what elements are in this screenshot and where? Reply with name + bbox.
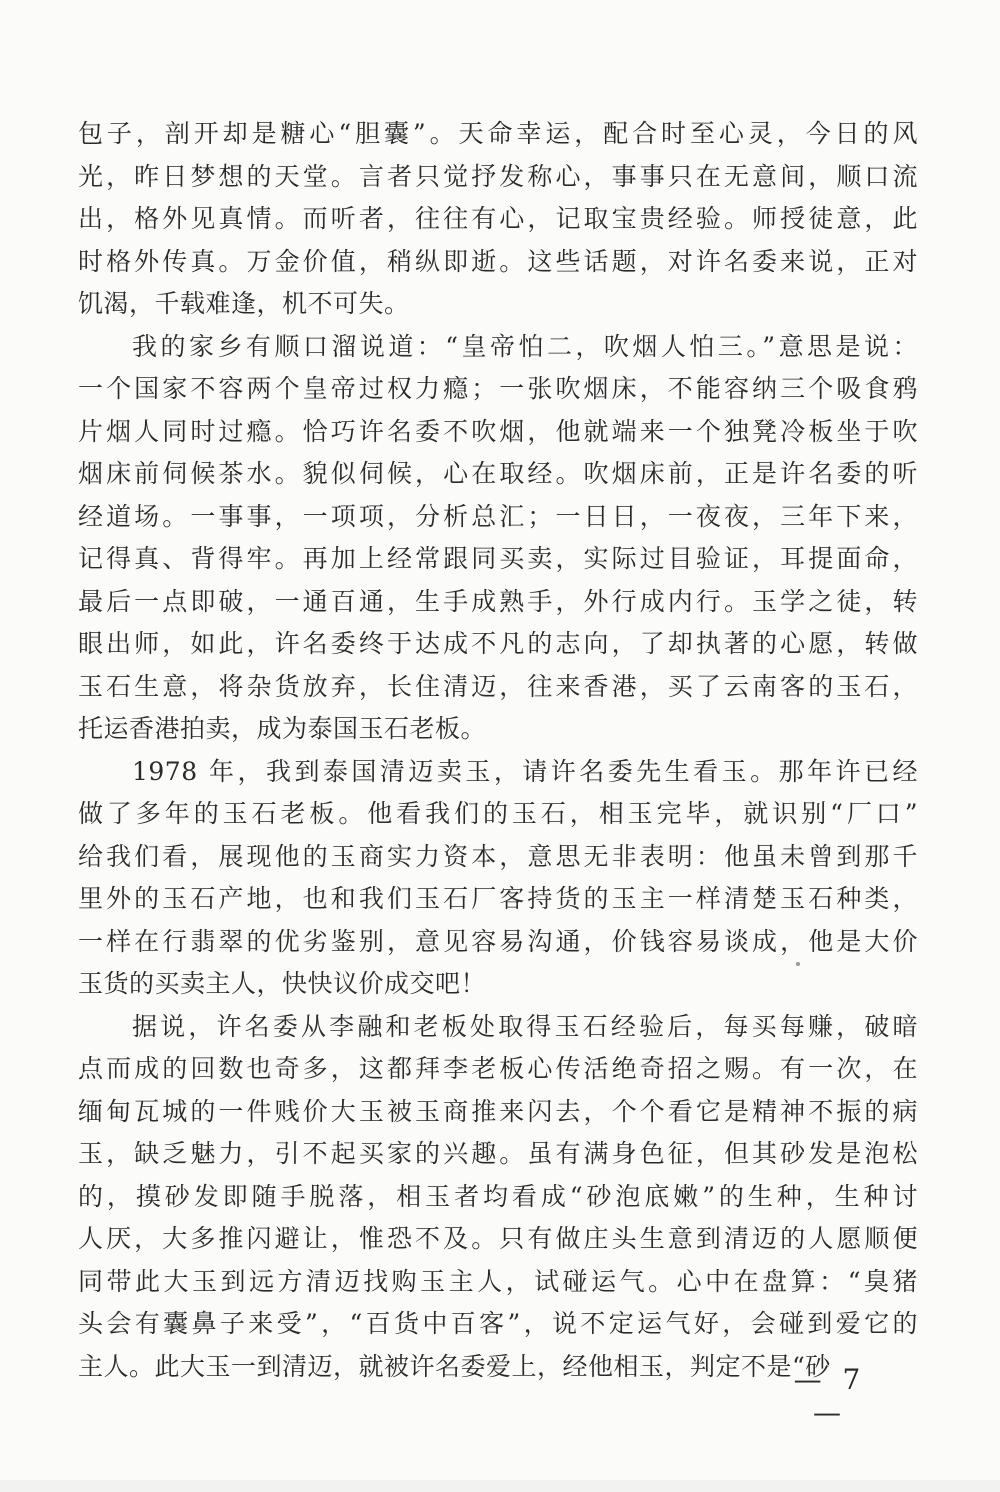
text-line: 出，格外见真情。而听者，往往有心，记取宝贵经验。师授徒意，此 [78,204,918,233]
paragraph [78,1006,918,1389]
text-line: 给我们看，展现他的玉商实力资本，意思无非表明：他虽未曾到那千 [78,841,918,871]
text-line: 同带此大玉到远方清迈找购玉主人，试碰运气。心中在盘算：“臭猪 [78,1266,918,1296]
text-line: 点而成的回数也奇多，这都拜李老板心传活绝奇招之赐。有一次，在 [78,1054,918,1083]
text-line: 做了多年的玉石老板。他看我们的玉石，相玉完毕，就识别“厂口” [78,799,918,828]
text-line: 经道场。一事事，一项项，分析总汇；一日日，一夜夜，三年下来， [78,501,918,531]
text-line: 的，摸砂发即随手脱落，相玉者均看成“砂泡底嫩”的生种，生种讨 [78,1181,918,1211]
text-line: 人厌，大多推闪避让，惟恐不及。只有做庄头生意到清迈的人愿顺便 [78,1224,918,1253]
scan-speck [796,962,800,966]
text-line: 一样在行翡翠的优劣鉴别，意见容易沟通，价钱容易谈成，他是大价 [78,926,918,956]
text-line: 我的家乡有顺口溜说道：“皇帝怕二，吹烟人怕三。”意思是说： [132,331,918,361]
paragraph [78,113,918,326]
body-text [78,113,918,1388]
text-line: 里外的玉石产地，也和我们玉石厂客持货的玉主一样清楚玉石种类， [78,884,918,913]
text-line: 据说，许名委从李融和老板处取得玉石经验后，每买每赚，破暗 [132,1011,918,1041]
paragraph [78,751,918,1006]
text-line: 玉石生意，将杂货放弃，长住清迈，往来香港，买了云南客的玉石， [78,671,918,701]
text-line: 饥渴，千载难逢，机不可失。 [78,289,410,318]
text-line: 头会有囊鼻子来受”，“百货中百客”，说不定运气好，会碰到爱它的 [78,1309,918,1338]
text-line: 烟床前伺候茶水。貌似伺候，心在取经。吹烟床前，正是许名委的听 [78,459,918,488]
text-line: 1978 年，我到泰国清迈卖玉，请许名委先生看玉。那年许已经 [132,756,918,786]
paragraph [78,326,918,751]
text-line: 光，昨日梦想的天堂。言者只觉抒发称心，事事只在无意间，顺口流 [78,161,918,191]
text-line: 缅甸瓦城的一件贱价大玉被玉商推来闪去，个个看它是精神不振的病 [78,1096,918,1126]
text-line: 片烟人同时过瘾。恰巧许名委不吹烟，他就端来一个独凳冷板坐于吹 [78,416,918,446]
text-line: 最后一点即破，一通百通，生手成熟手，外行成内行。玉学之徒，转 [78,586,918,616]
text-line: 玉货的买卖主人，快快议价成交吧！ [78,969,487,998]
text-line: 玉，缺乏魅力，引不起买家的兴趣。虽有满身色征，但其砂发是泡松 [78,1139,918,1168]
text-line: 记得真、背得牢。再加上经常跟同买卖，实际过目验证，耳提面命， [78,544,918,573]
text-line: 包子，剖开却是糖心“胆囊”。天命幸运，配合时至心灵，今日的风 [78,119,918,148]
text-line: 时格外传真。万金价值，稍纵即逝。这些话题，对许名委来说，正对 [78,246,918,276]
text-line: 眼出师，如此，许名委终于达成不凡的志向，了却执著的心愿，转做 [78,629,918,658]
text-line: 一个国家不容两个皇帝过权力瘾；一张吹烟床，不能容纳三个吸食鸦 [78,374,918,403]
text-line: 托运香港拍卖，成为泰国玉石老板。 [78,714,487,743]
page-bottom-edge [0,1480,1000,1492]
text-line: 主人。此大玉一到清迈，就被许名委爱上，经他相玉，判定不是“砂 [78,1351,831,1381]
page-number: — 7 — [793,1363,867,1429]
